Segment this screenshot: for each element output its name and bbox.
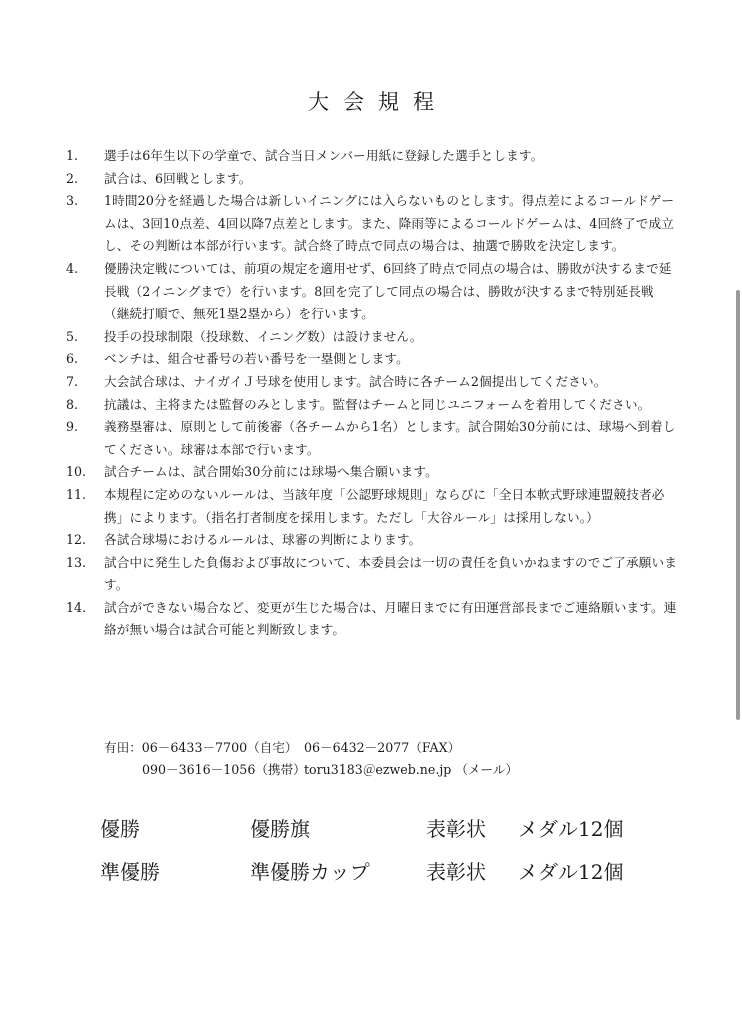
- rule-number: 5.: [66, 328, 79, 344]
- rule-item: [66, 168, 678, 191]
- rule-item: [66, 461, 678, 484]
- rule-text: 本規程に定めのないルールは、当該年度「公認野球規則」ならびに「全日本軟式野球連盟競技者必携」によります。（指名打者制度を採用します。ただし「大谷ルール」は採用しない。）: [104, 486, 665, 525]
- contact-home-phone: 有田：06－6433－7700（自宅）: [104, 740, 298, 755]
- rule-text: 優勝決定戦については、前項の規定を適用せず、6回終了時点で同点の場合は、勝敗が決するまで延長戦（2イニングまで）を行います。8回を完了して同点の場合は、勝敗が決するまで特別延長戦（継続打順で、無死1塁2塁から）を行います。: [104, 260, 672, 322]
- rule-number: 10.: [66, 464, 87, 480]
- rule-item: [66, 258, 678, 326]
- contact-fax: 06－6432－2077（FAX）: [304, 740, 461, 755]
- rule-number: 4.: [66, 260, 79, 276]
- scrollbar-thumb[interactable]: [736, 290, 740, 720]
- rule-item: [66, 348, 678, 371]
- rule-number: 11.: [66, 486, 87, 502]
- rule-number: 9.: [66, 419, 79, 435]
- rule-text: 投手の投球制限（投球数、イニング数）は設けません。: [104, 328, 423, 344]
- rule-number: 14.: [66, 599, 87, 615]
- award-prize: 準優勝カップ: [250, 860, 370, 884]
- awards-table: [100, 808, 623, 894]
- rule-number: 2.: [66, 170, 79, 186]
- rule-text: 試合チームは、試合開始30分前には球場へ集合願います。: [104, 464, 438, 480]
- award-rank: 優勝: [100, 817, 140, 841]
- award-medal: メダル12個: [518, 860, 624, 884]
- award-prize: 優勝旗: [250, 817, 310, 841]
- award-certificate: 表彰状: [426, 860, 486, 884]
- rule-item: [66, 552, 678, 597]
- rule-item: [66, 416, 678, 461]
- award-row-runner-up: [100, 851, 623, 894]
- rule-text: 試合ができない場合など、変更が生じた場合は、月曜日までに有田運営部長までご連絡願います。連絡が無い場合は試合可能と判断致します。: [104, 599, 677, 638]
- rule-text: 義務塁審は、原則として前後審（各チームから1名）とします。試合開始30分前には、球場へ到着してください。球審は本部で行います。: [104, 419, 676, 457]
- rule-text: 1時間20分を経過した場合は新しいイニングには入らないものとします。得点差によるコールドゲームは、3回10点差、4回以降7点差とします。また、降雨等によるコールドゲームは、4回終了で成立し、その判断は本部が行います。試合終了時点で同点の場合は、抽選で勝敗を決定します。: [104, 193, 675, 254]
- rule-text: 大会試合球は、ナイガイＪ号球を使用します。試合時に各チーム2個提出してください。: [104, 373, 607, 389]
- rule-item: [66, 190, 678, 258]
- rule-item: [66, 371, 678, 394]
- rule-number: 6.: [66, 351, 79, 367]
- rule-text: 各試合球場におけるルールは、球審の判断によります。: [104, 532, 422, 548]
- rule-text: 試合は、6回戦とします。: [104, 170, 252, 186]
- contact-block: [104, 737, 519, 781]
- rule-item: [66, 145, 678, 168]
- rule-number: 8.: [66, 396, 79, 412]
- rule-item: [66, 597, 678, 642]
- rule-number: 12.: [66, 532, 87, 548]
- rule-text: 選手は6年生以下の学童で、試合当日メンバー用紙に登録した選手とします。: [104, 148, 544, 163]
- award-row-champion: [100, 808, 623, 851]
- rule-number: 1.: [66, 148, 79, 163]
- rule-text: ベンチは、組合せ番号の若い番号を一塁側とします。: [104, 351, 409, 367]
- rule-number: 7.: [66, 373, 79, 389]
- rule-number: 13.: [66, 554, 87, 570]
- contact-row: [104, 737, 504, 759]
- rule-item: [66, 484, 678, 529]
- rule-item: [66, 529, 678, 552]
- rule-item: [66, 394, 678, 417]
- rule-text: 試合中に発生した負傷および事故について、本委員会は一切の責任を負いかねますのでご了承願います。: [104, 554, 677, 593]
- rule-item: [66, 326, 678, 349]
- rule-text: 抗議は、主将または監督のみとします。監督はチームと同じユニフォームを着用してください。: [104, 396, 651, 412]
- award-medal: メダル12個: [518, 817, 624, 841]
- document-title: 大会規程: [308, 90, 448, 114]
- award-rank: 準優勝: [100, 860, 160, 884]
- contact-email: toru3183＠ezweb.ne.jp （メール）: [304, 762, 519, 777]
- rules-list: [66, 145, 678, 642]
- contact-row: [104, 759, 519, 781]
- rule-number: 3.: [66, 193, 79, 209]
- award-certificate: 表彰状: [426, 817, 486, 841]
- vertical-scrollbar[interactable]: [734, 0, 742, 1024]
- contact-mobile-phone: 090－3616－1056（携帯）: [142, 762, 306, 777]
